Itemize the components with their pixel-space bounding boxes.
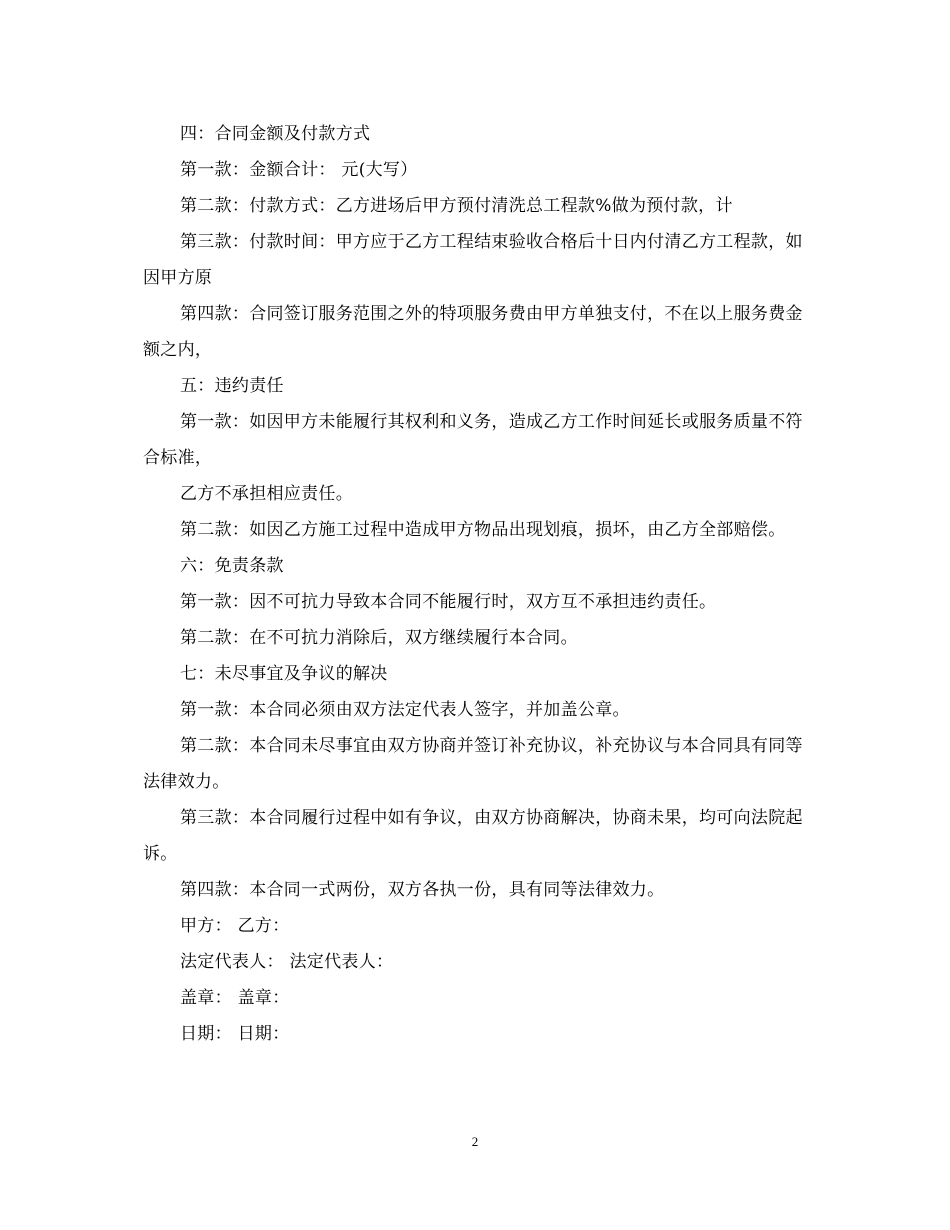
signature-representatives: 法定代表人： 法定代表人： [180, 952, 394, 972]
clause-special-service-fee: 第四款：合同签订服务范围之外的特项服务费由甲方单独支付，不在以上服务费金额之内， [143, 304, 803, 360]
clause-supplementary-agreement: 第二款：本合同未尽事宜由双方协商并签订补充协议，补充协议与本合同具有同等法律效力。 [143, 736, 803, 792]
section-heading-amount-payment: 四：合同金额及付款方式 [180, 124, 371, 144]
clause-signature-seal: 第一款：本合同必须由双方法定代表人签字，并加盖公章。 [180, 700, 630, 720]
clause-copies: 第四款：本合同一式两份，双方各执一份，具有同等法律效力。 [180, 880, 665, 900]
signature-dates: 日期： 日期： [180, 1024, 290, 1044]
clause-payment-method: 第二款：付款方式：乙方进场后甲方预付清洗总工程款%做为预付款，计 [180, 196, 733, 216]
section-heading-disputes: 七：未尽事宜及争议的解决 [180, 664, 388, 684]
clause-force-majeure: 第一款：因不可抗力导致本合同不能履行时，双方互不承担违约责任。 [180, 592, 717, 612]
page-number: 2 [471, 1134, 479, 1149]
section-heading-breach-liability: 五：违约责任 [180, 376, 284, 396]
clause-party-b-no-liability: 乙方不承担相应责任。 [180, 484, 353, 504]
clause-total-amount: 第一款：金额合计： 元(大写） [180, 160, 418, 180]
signature-parties: 甲方： 乙方： [180, 916, 290, 936]
section-heading-exemption: 六：免责条款 [180, 556, 284, 576]
signature-seals: 盖章： 盖章： [180, 988, 290, 1008]
clause-continue-performance: 第二款：在不可抗力消除后，双方继续履行本合同。 [180, 628, 578, 648]
clause-payment-time: 第三款：付款时间：甲方应于乙方工程结束验收合格后十日内付清乙方工程款，如因甲方原 [143, 232, 803, 288]
clause-party-b-damage: 第二款：如因乙方施工过程中造成甲方物品出现划痕，损坏，由乙方全部赔偿。 [180, 520, 786, 540]
clause-party-a-breach: 第一款：如因甲方未能履行其权利和义务，造成乙方工作时间延长或服务质量不符合标准， [143, 412, 803, 468]
clause-dispute-resolution: 第三款：本合同履行过程中如有争议，由双方协商解决，协商未果，均可向法院起诉。 [143, 808, 803, 864]
document-body [143, 116, 803, 1052]
